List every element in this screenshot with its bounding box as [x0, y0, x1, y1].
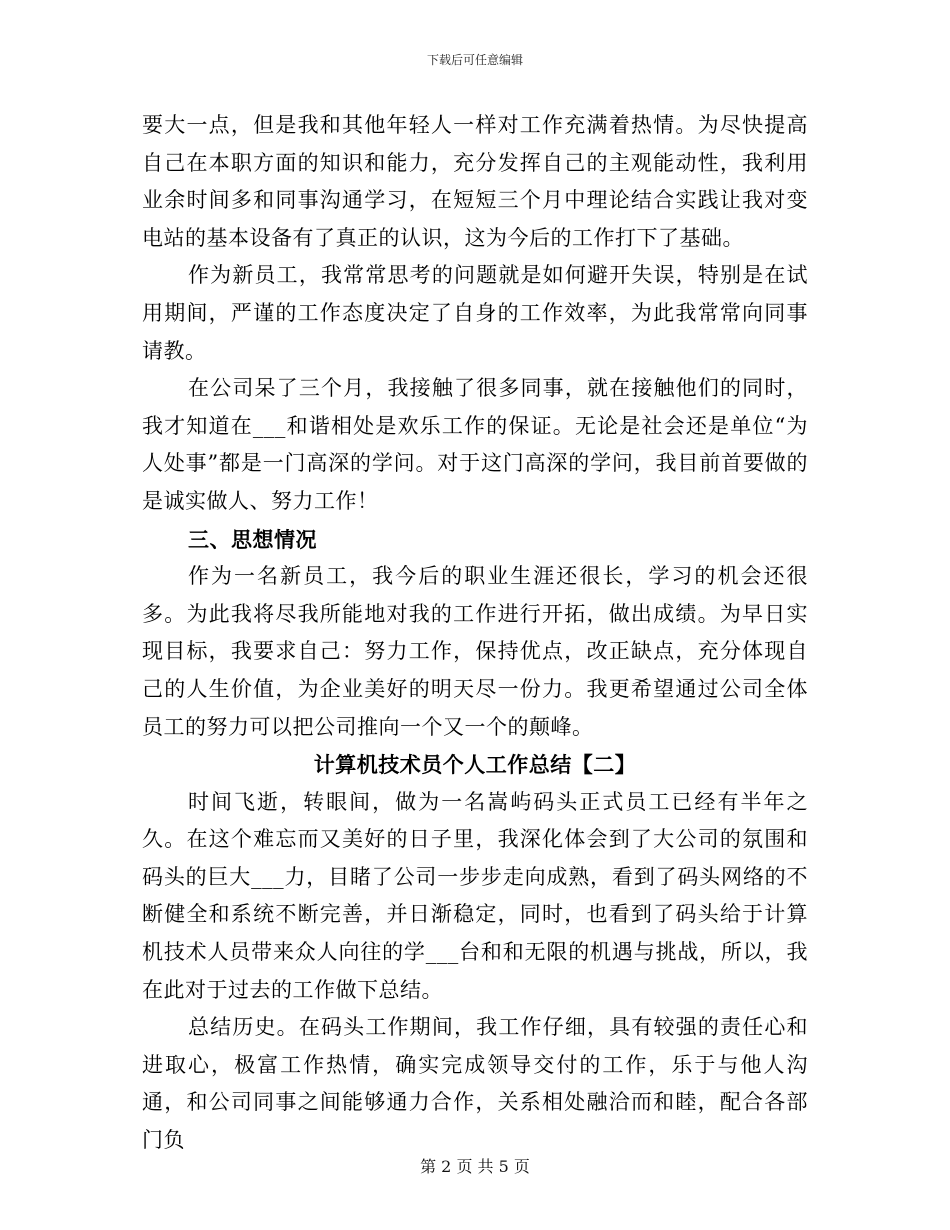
paragraph-time-flies: 时间飞逝，转眼间，做为一名嵩屿码头正式员工已经有半年之久。在这个难忘而又美好的日子里，我深化体会到了大公司的氛围和码头的巨大___力，目睹了公司一步步走向成熟，看到了码头网络的不断健全和系统不断完善，并日渐稳定，同时，也看到了码头给于计算机技术人员带来众人向往的学___台和和无限的机遇与挑战，所以，我在此对于过去的工作做下总结。	[142, 789, 808, 1002]
page-header-note: 下载后可任意编辑	[426, 53, 523, 67]
document-body	[142, 107, 808, 1160]
paragraph-history: 总结历史。在码头工作期间，我工作仔细，具有较强的责任心和进取心，极富工作热情，确实完成领导交付的工作，乐于与他人沟通，和公司同事之间能够通力合作，关系相处融洽而和睦，配合各部门负	[142, 1015, 808, 1153]
paragraph-new-employee: 作为新员工，我常常思考的问题就是如何避开失误，特别是在试用期间，严谨的工作态度决定了自身的工作效率，为此我常常向同事请教。	[142, 263, 808, 363]
paragraph-colleagues: 在公司呆了三个月，我接触了很多同事，就在接触他们的同时，我才知道在___和谐相处是欢乐工作的保证。无论是社会还是单位“为人处事”都是一门高深的学问。对于这门高深的学问，我目前首要做的是诚实做人、努力工作！	[142, 376, 808, 513]
page-number-footer: 第 2 页 共 5 页	[420, 1157, 530, 1176]
paragraph-career: 作为一名新员工，我今后的职业生涯还很长，学习的机会还很多。为此我将尽我所能地对我的工作进行开拓，做出成绩。为早日实现目标，我要求自己：努力工作，保持优点，改正缺点，充分体现自己的人生价值，为企业美好的明天尽一份力。我更希望通过公司全体员工的努力可以把公司推向一个又一个的颠峰。	[142, 564, 808, 739]
summary-title: 计算机技术员个人工作总结【二】	[313, 752, 637, 778]
section-heading-thoughts: 三、思想情况	[188, 526, 317, 552]
paragraph-continuation: 要大一点，但是我和其他年轻人一样对工作充满着热情。为尽快提高自己在本职方面的知识和能力，充分发挥自己的主观能动性，我利用业余时间多和同事沟通学习，在短短三个月中理论结合实践让我对变电站的基本设备有了真正的认识，这为今后的工作打下了基础。	[142, 113, 808, 250]
